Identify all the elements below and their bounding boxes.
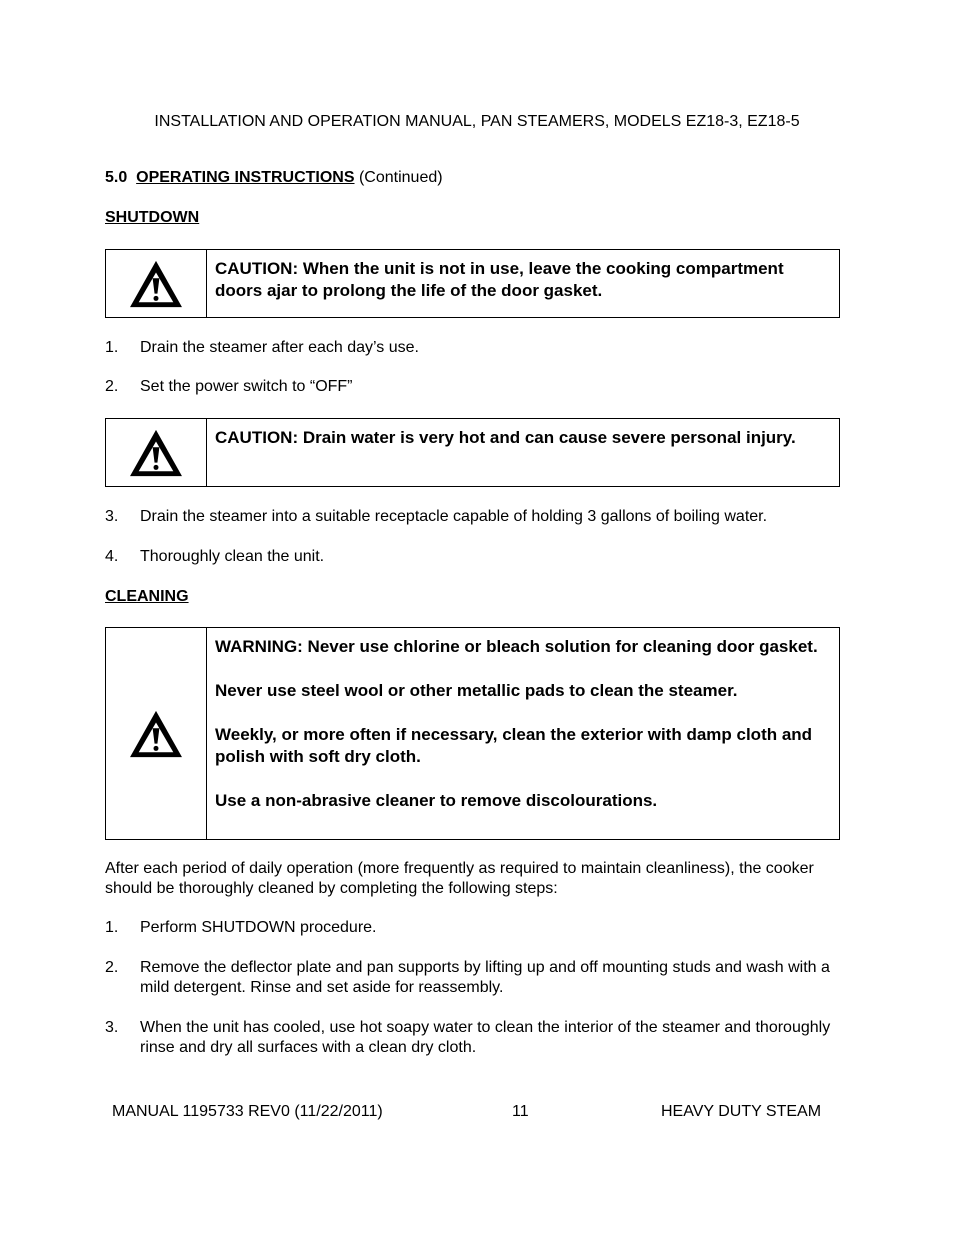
step-text: Set the power switch to “OFF” xyxy=(140,378,353,395)
warning-box-cleaning xyxy=(105,627,840,840)
warning-icon-cell xyxy=(106,628,207,839)
section-title xyxy=(105,168,443,188)
page-header xyxy=(0,112,954,132)
step-text: Perform SHUTDOWN procedure. xyxy=(140,919,377,936)
caution-box-hot-water xyxy=(105,418,840,487)
step-text: Thoroughly clean the unit. xyxy=(140,548,325,565)
warning-triangle-icon xyxy=(128,709,184,759)
step-number: 4. xyxy=(105,548,119,565)
caution-text-doors xyxy=(207,250,839,317)
caution-text: CAUTION: Drain water is very hot and can cause severe personal injury. xyxy=(215,428,796,447)
warning-text-cleaning xyxy=(207,628,839,839)
caution-box-doors xyxy=(105,249,840,318)
header-title: INSTALLATION AND OPERATION MANUAL, PAN STEAMERS, MODELS EZ18-3, EZ18-5 xyxy=(154,113,800,130)
shutdown-heading: SHUTDOWN xyxy=(105,209,200,226)
warning-triangle-icon xyxy=(128,428,184,478)
step-number: 1. xyxy=(105,919,119,936)
step-number: 2. xyxy=(105,959,119,976)
step-text: Remove the deflector plate and pan supports by lifting up and off mounting studs and wash with a mild detergent. Rinse and set aside for reassembly. xyxy=(140,959,830,996)
warning-line: WARNING: Never use chlorine or bleach solution for cleaning door gasket. xyxy=(215,637,818,656)
warning-triangle-icon xyxy=(128,259,184,309)
step-text: Drain the steamer into a suitable receptacle capable of holding 3 gallons of boiling water. xyxy=(140,508,768,525)
step-number: 3. xyxy=(105,508,119,525)
cleaning-heading: CLEANING xyxy=(105,588,189,605)
warning-line: Weekly, or more often if necessary, clean the exterior with damp cloth and polish with soft dry cloth. xyxy=(215,725,813,766)
step-number: 3. xyxy=(105,1019,119,1036)
footer-page-number: 11 xyxy=(512,1103,529,1120)
caution-icon-cell xyxy=(106,419,207,486)
step-text: Drain the steamer after each day’s use. xyxy=(140,339,419,356)
warning-line: Use a non-abrasive cleaner to remove discolourations. xyxy=(215,791,658,810)
footer-manual-id: MANUAL 1195733 REV0 (11/22/2011) xyxy=(112,1103,383,1120)
warning-line: Never use steel wool or other metallic pads to clean the steamer. xyxy=(215,681,738,700)
caution-icon-cell xyxy=(106,250,207,317)
caution-text-hot-water xyxy=(207,419,839,486)
step-number: 1. xyxy=(105,339,119,356)
step-text: When the unit has cooled, use hot soapy water to clean the interior of the steamer and thoroughly rinse and dry all surfaces with a clean dry cloth. xyxy=(140,1019,831,1056)
section-name: OPERATING INSTRUCTIONS xyxy=(136,169,355,186)
footer-brand: HEAVY DUTY STEAM xyxy=(661,1103,822,1120)
cleaning-intro: After each period of daily operation (more frequently as required to maintain cleanliness), the cooker should be thoroughly cleaned by completing the following steps: xyxy=(105,860,814,897)
section-number: 5.0 xyxy=(105,169,128,186)
section-suffix: (Continued) xyxy=(358,169,443,186)
step-number: 2. xyxy=(105,378,119,395)
caution-text: CAUTION: When the unit is not in use, leave the cooking compartment doors ajar to prolong the life of the door gasket. xyxy=(215,259,784,300)
